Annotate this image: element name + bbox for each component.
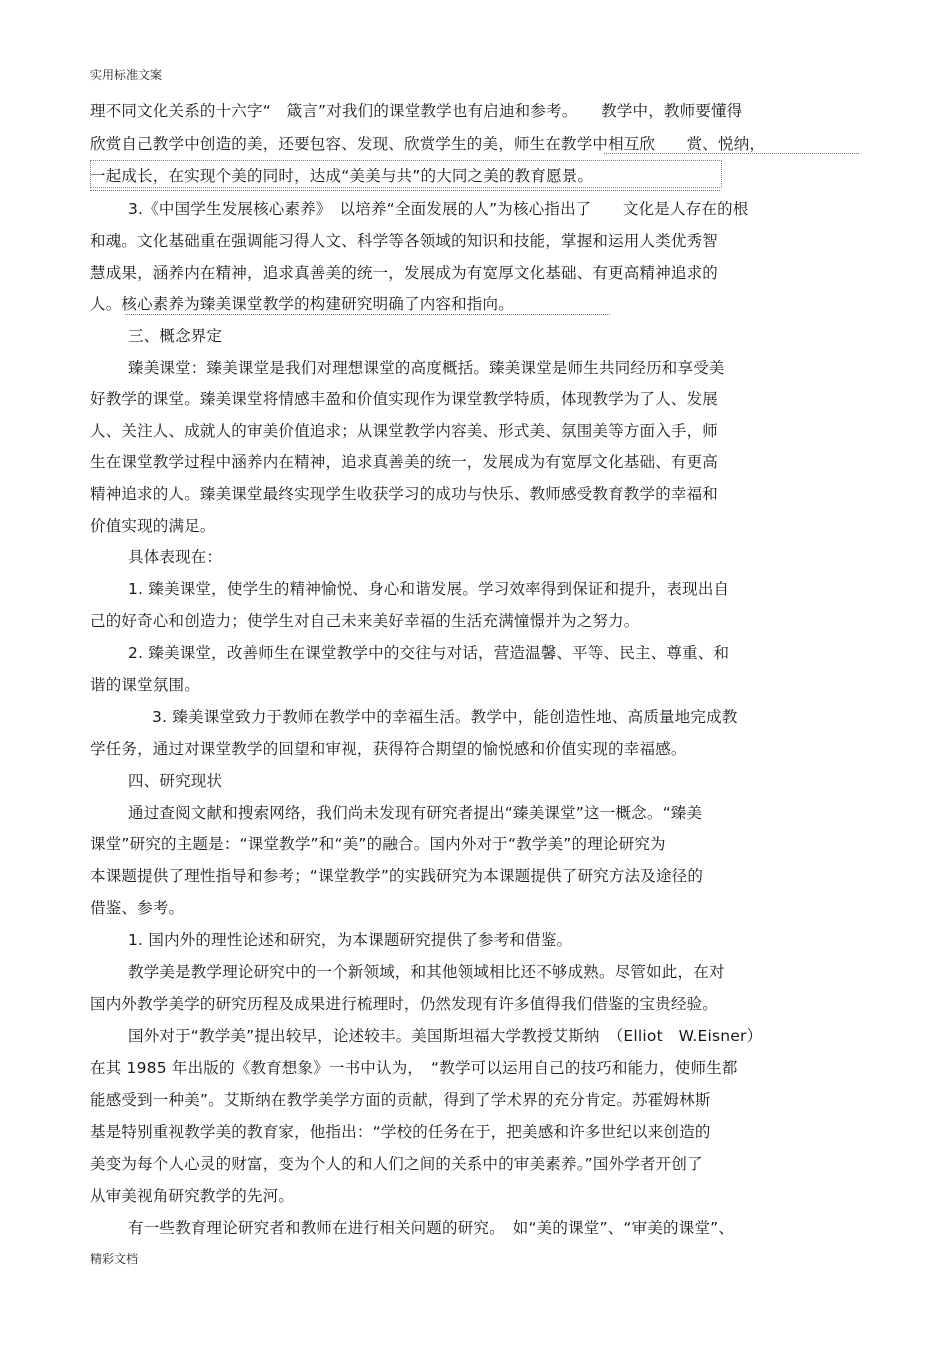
text-line: 国内外教学美学的研究历程及成果进行梳理时，仍然发现有许多值得我们借鉴的宝贵经验。 bbox=[90, 995, 719, 1013]
text-line: 基是特别重视教学美的教育家，他指出：“学校的任务在于，把美感和许多世纪以来创造的 bbox=[90, 1123, 711, 1141]
text-line: 课堂”研究的主题是：“课堂教学”和“美”的融合。国内外对于“教学美”的理论研究为 bbox=[90, 835, 666, 853]
text-line: 人。核心素养为臻美课堂教学的构建研究明确了内容和指向。 bbox=[90, 295, 514, 313]
text-line: 生在课堂教学过程中涵养内在精神，追求真善美的统一，发展成为有宽厚文化基础、有更高 bbox=[90, 453, 719, 471]
text-line: 通过查阅文献和搜索网络，我们尚未发现有研究者提出“臻美课堂”这一概念。“臻美 bbox=[128, 804, 703, 822]
text-line: 在其 1985 年出版的《教育想象》一书中认为， “教学可以运用自己的技巧和能力，使师生都 bbox=[90, 1059, 738, 1077]
text-line: 精神追求的人。臻美课堂最终实现学生收获学习的成功与快乐、教师感受教育教学的幸福和 bbox=[90, 485, 719, 503]
text-line: 一起成长，在实现个美的同时，达成“美美与共”的大同之美的教育愿景。 bbox=[90, 167, 594, 185]
text-line: 慧成果，涵养内在精神，追求真善美的统一，发展成为有宽厚文化基础、有更高精神追求的 bbox=[90, 264, 719, 282]
page-header: 实用标准文案 bbox=[90, 68, 163, 82]
text-line: 好教学的课堂。臻美课堂将情感丰盈和价值实现作为课堂教学特质，体现教学为了人、发展 bbox=[90, 390, 719, 408]
page-footer: 精彩文档 bbox=[90, 1252, 139, 1266]
text-line: 和魂。文化基础重在强调能习得人文、科学等各领域的知识和技能，掌握和运用人类优秀智 bbox=[90, 232, 719, 250]
text-line: 具体表现在： bbox=[128, 548, 223, 566]
text-line: 价值实现的满足。 bbox=[90, 517, 216, 535]
text-line: 国外对于“教学美”提出较早，论述较丰。美国斯坦福大学教授艾斯纳 （Elliot W.Eisner） bbox=[128, 1027, 763, 1045]
text-line: 己的好奇心和创造力；使学生对自己未来美好幸福的生活充满憧憬并为之努力。 bbox=[90, 612, 640, 630]
text-line: 臻美课堂：臻美课堂是我们对理想课堂的高度概括。臻美课堂是师生共同经历和享受美 bbox=[128, 359, 725, 377]
text-line: 美变为每个人心灵的财富，变为个人的和人们之间的关系中的审美素养。”国外学者开创了 bbox=[90, 1155, 703, 1173]
text-line: 学任务，通过对课堂教学的回望和审视，获得符合期望的愉悦感和价值实现的幸福感。 bbox=[90, 740, 687, 758]
dotted-underline bbox=[90, 190, 720, 191]
section-heading: 三、概念界定 bbox=[128, 327, 223, 345]
text-line: 1. 国内外的理性论述和研究，为本课题研究提供了参考和借鉴。 bbox=[128, 931, 573, 949]
text-line: 借鉴、参考。 bbox=[90, 899, 185, 917]
text-line: 人、关注人、成就人的审美价值追求；从课堂教学内容美、形式美、氛围美等方面入手，师 bbox=[90, 422, 719, 440]
text-line: 有一些教育理论研究者和教师在进行相关问题的研究。 如“美的课堂”、“审美的课堂”、 bbox=[128, 1219, 735, 1237]
text-line: 理不同文化关系的十六字“ 箴言”对我们的课堂教学也有启迪和参考。 教学中，教师要懂得 bbox=[90, 102, 743, 120]
text-line: 谐的课堂氛围。 bbox=[90, 676, 200, 694]
text-line: 从审美视角研究教学的先河。 bbox=[90, 1187, 295, 1205]
text-line: 3. 臻美课堂致力于教师在教学中的幸福生活。教学中，能创造性地、高质量地完成教 bbox=[152, 708, 738, 726]
section-heading: 四、研究现状 bbox=[128, 772, 223, 790]
text-line: 2. 臻美课堂，改善师生在课堂教学中的交往与对话，营造温馨、平等、民主、尊重、和 bbox=[128, 644, 730, 662]
text-line: 3.《中国学生发展核心素养》 以培养“全面发展的人”为核心指出了 文化是人存在的根 bbox=[128, 200, 749, 218]
text-line: 能感受到一种美”。艾斯纳在教学美学方面的贡献，得到了学术界的充分肯定。苏霍姆林斯 bbox=[90, 1091, 711, 1109]
text-line: 1. 臻美课堂，使学生的精神愉悦、身心和谐发展。学习效率得到保证和提升，表现出自 bbox=[128, 580, 730, 598]
text-line: 欣赏自己教学中创造的美，还要包容、发现、欣赏学生的美，师生在教学中相互欣 赏、悦纳， bbox=[90, 135, 766, 153]
text-line: 本课题提供了理性指导和参考；“课堂教学”的实践研究为本课题提供了研究方法及途径的 bbox=[90, 867, 704, 885]
text-line: 教学美是教学理论研究中的一个新领域，和其他领域相比还不够成熟。尽管如此，在对 bbox=[128, 963, 725, 981]
